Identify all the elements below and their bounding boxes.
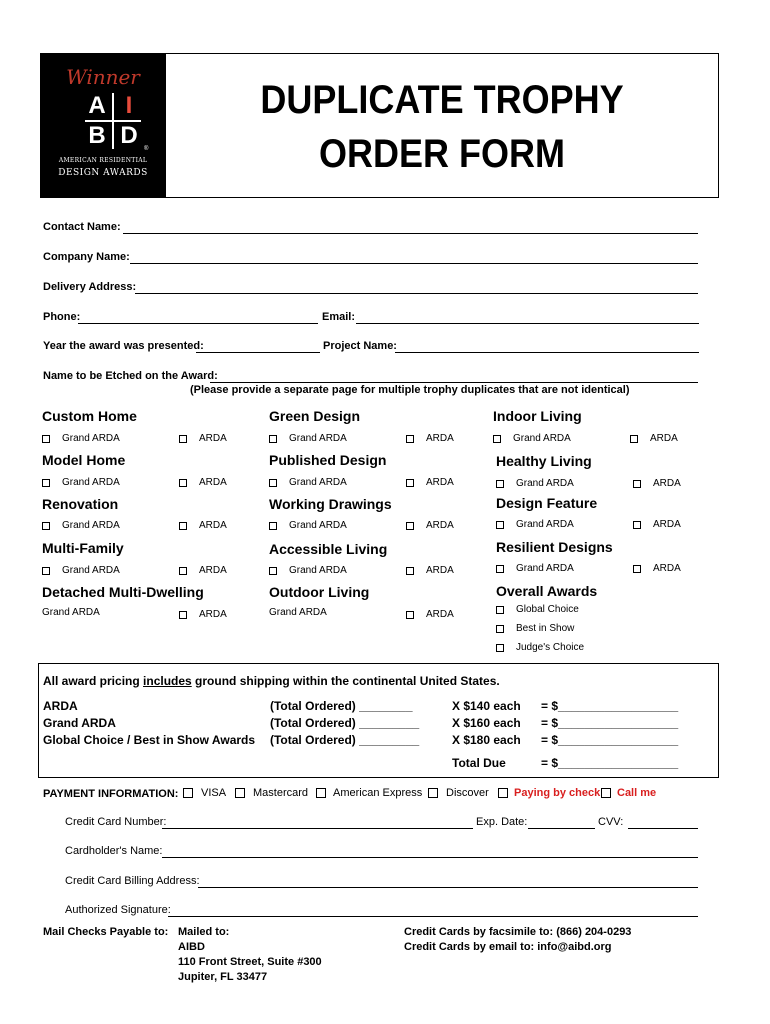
option-label: Grand ARDA bbox=[289, 433, 347, 444]
option-published-design-grand-arda[interactable] bbox=[269, 477, 347, 488]
logo-letter-i: I bbox=[125, 92, 133, 119]
checkbox[interactable] bbox=[316, 788, 326, 798]
checkbox[interactable] bbox=[406, 435, 414, 443]
payment-option-label: Paying by check bbox=[514, 787, 601, 799]
option-label: ARDA bbox=[199, 477, 227, 488]
cardholder-field[interactable] bbox=[162, 857, 698, 858]
checkbox[interactable] bbox=[42, 567, 50, 575]
option-label: Grand ARDA bbox=[289, 565, 347, 576]
category-indoor-living: Indoor Living bbox=[493, 408, 582, 424]
option-label: ARDA bbox=[426, 477, 454, 488]
price-row-arda-subtotal[interactable]: = $__________________ bbox=[541, 699, 679, 713]
checkbox[interactable] bbox=[428, 788, 438, 798]
email-label: Email: bbox=[322, 311, 356, 323]
option-detached-arda[interactable] bbox=[179, 609, 227, 620]
price-row-grand-arda-ordered[interactable]: (Total Ordered) _________ bbox=[270, 716, 420, 730]
option-label: Best in Show bbox=[516, 623, 575, 634]
checkbox[interactable] bbox=[496, 565, 504, 573]
option-label: ARDA bbox=[426, 609, 454, 620]
option-label: ARDA bbox=[653, 519, 681, 530]
option-custom-home-grand-arda[interactable] bbox=[42, 433, 120, 444]
category-model-home: Model Home bbox=[42, 452, 126, 468]
mail-checks-label: Mail Checks Payable to: bbox=[43, 926, 169, 938]
option-label: Global Choice bbox=[516, 604, 579, 615]
etched-name-field[interactable] bbox=[210, 382, 698, 383]
option-label: Grand ARDA bbox=[516, 563, 574, 574]
checkbox[interactable] bbox=[42, 522, 50, 530]
option-outdoor-living-grand-arda-label bbox=[269, 607, 327, 618]
shipping-note bbox=[43, 674, 500, 688]
checkbox[interactable] bbox=[179, 522, 187, 530]
payment-option-label: VISA bbox=[201, 787, 227, 799]
checkbox[interactable] bbox=[406, 567, 414, 575]
mail-street: 110 Front Street, Suite #300 bbox=[178, 956, 322, 968]
category-published-design: Published Design bbox=[269, 452, 387, 468]
payment-option-call-me[interactable] bbox=[601, 787, 656, 799]
category-resilient-designs: Resilient Designs bbox=[496, 539, 613, 555]
price-row-global-name: Global Choice / Best in Show Awards bbox=[43, 733, 256, 747]
option-outdoor-living-arda[interactable] bbox=[406, 609, 454, 620]
payment-option-discover[interactable] bbox=[428, 787, 489, 799]
option-resilient-designs-grand-arda[interactable] bbox=[496, 563, 574, 574]
checkbox[interactable] bbox=[42, 479, 50, 487]
billing-address-field[interactable] bbox=[198, 887, 698, 888]
cardholder-label: Cardholder's Name: bbox=[65, 845, 163, 857]
checkbox[interactable] bbox=[496, 480, 504, 488]
payment-option-amex[interactable] bbox=[316, 787, 422, 799]
option-green-design-grand-arda[interactable] bbox=[269, 433, 347, 444]
etched-name-label: Name to be Etched on the Award: bbox=[43, 370, 218, 382]
option-design-feature-arda[interactable] bbox=[633, 519, 681, 530]
logo-letter-d: D bbox=[120, 122, 138, 149]
checkbox[interactable] bbox=[601, 788, 611, 798]
category-overall-awards: Overall Awards bbox=[496, 583, 598, 599]
option-label: ARDA bbox=[199, 520, 227, 531]
checkbox[interactable] bbox=[498, 788, 508, 798]
company-name-label: Company Name: bbox=[43, 251, 130, 263]
year-presented-field[interactable] bbox=[196, 352, 320, 353]
option-label: Grand ARDA bbox=[62, 520, 120, 531]
checkbox[interactable] bbox=[179, 479, 187, 487]
option-multi-family-grand-arda[interactable] bbox=[42, 565, 120, 576]
exp-date-label: Exp. Date: bbox=[476, 816, 528, 828]
option-best-in-show[interactable] bbox=[496, 623, 574, 634]
category-healthy-living: Healthy Living bbox=[496, 453, 592, 469]
option-label: Grand ARDA bbox=[42, 607, 100, 618]
checkbox[interactable] bbox=[633, 565, 641, 573]
checkbox[interactable] bbox=[179, 611, 187, 619]
checkbox[interactable] bbox=[406, 611, 414, 619]
shipping-note-includes: includes bbox=[143, 674, 192, 688]
phone-field[interactable] bbox=[78, 323, 318, 324]
category-renovation: Renovation bbox=[42, 496, 119, 512]
option-multi-family-arda[interactable] bbox=[179, 565, 227, 576]
price-row-global-ordered[interactable]: (Total Ordered) _________ bbox=[270, 733, 420, 747]
checkbox[interactable] bbox=[406, 479, 414, 487]
phone-label: Phone: bbox=[43, 311, 81, 323]
option-label: Grand ARDA bbox=[516, 519, 574, 530]
category-green-design: Green Design bbox=[269, 408, 361, 424]
payment-info-label: PAYMENT INFORMATION: bbox=[43, 788, 179, 800]
checkbox[interactable] bbox=[496, 625, 504, 633]
delivery-address-label: Delivery Address: bbox=[43, 281, 137, 293]
billing-address-label: Credit Card Billing Address: bbox=[65, 875, 200, 887]
year-presented-label: Year the award was presented: bbox=[43, 340, 204, 352]
option-label: Grand ARDA bbox=[289, 477, 347, 488]
option-label: ARDA bbox=[653, 563, 681, 574]
checkbox[interactable] bbox=[269, 479, 277, 487]
price-row-arda-ordered[interactable]: (Total Ordered) ________ bbox=[270, 699, 413, 713]
option-working-drawings-grand-arda[interactable] bbox=[269, 520, 347, 531]
price-row-arda-name: ARDA bbox=[43, 699, 78, 713]
checkbox[interactable] bbox=[179, 435, 187, 443]
option-indoor-living-arda[interactable] bbox=[630, 433, 678, 444]
price-row-grand-arda-name: Grand ARDA bbox=[43, 716, 116, 730]
project-name-label: Project Name: bbox=[323, 340, 397, 352]
checkbox[interactable] bbox=[269, 567, 277, 575]
option-detached-grand-arda-label bbox=[42, 607, 100, 618]
price-row-arda-price: X $140 each bbox=[452, 699, 521, 713]
checkbox[interactable] bbox=[496, 644, 504, 652]
logo-subtitle-2: DESIGN AWARDS bbox=[58, 168, 148, 178]
payment-option-label: American Express bbox=[333, 787, 423, 799]
option-label: ARDA bbox=[199, 609, 227, 620]
category-working-drawings: Working Drawings bbox=[269, 496, 392, 512]
signature-field[interactable] bbox=[168, 916, 698, 917]
option-green-design-arda[interactable] bbox=[406, 433, 454, 444]
logo-letter-a: A bbox=[88, 92, 106, 119]
mail-org: AIBD bbox=[178, 941, 205, 953]
cvv-field[interactable] bbox=[628, 828, 698, 829]
delivery-address-field[interactable] bbox=[135, 293, 698, 294]
logo-divider-horizontal bbox=[85, 120, 141, 122]
checkbox[interactable] bbox=[269, 435, 277, 443]
signature-label: Authorized Signature: bbox=[65, 904, 171, 916]
logo-letters bbox=[85, 93, 141, 149]
option-label: Grand ARDA bbox=[289, 520, 347, 531]
total-due-label: Total Due bbox=[452, 756, 506, 770]
logo-registered-mark: ® bbox=[144, 146, 149, 152]
fax-info: Credit Cards by facsimile to: (866) 204-0293 bbox=[404, 926, 632, 938]
price-row-grand-arda-subtotal[interactable]: = $__________________ bbox=[541, 716, 679, 730]
option-label: Grand ARDA bbox=[516, 478, 574, 489]
option-renovation-grand-arda[interactable] bbox=[42, 520, 120, 531]
category-accessible-living: Accessible Living bbox=[269, 541, 388, 557]
card-number-field[interactable] bbox=[162, 828, 473, 829]
payment-option-label: Call me bbox=[617, 787, 657, 799]
mail-city: Jupiter, FL 33477 bbox=[178, 971, 268, 983]
option-label: ARDA bbox=[199, 565, 227, 576]
option-accessible-living-arda[interactable] bbox=[406, 565, 454, 576]
contact-name-field[interactable] bbox=[123, 233, 698, 234]
option-working-drawings-arda[interactable] bbox=[406, 520, 454, 531]
payment-option-label: Mastercard bbox=[253, 787, 309, 799]
price-row-global-price: X $180 each bbox=[452, 733, 521, 747]
category-custom-home: Custom Home bbox=[42, 408, 137, 424]
payment-option-label: Discover bbox=[446, 787, 489, 799]
category-detached-multi-dwelling: Detached Multi-Dwelling bbox=[42, 584, 204, 600]
aibd-logo bbox=[40, 53, 166, 198]
checkbox[interactable] bbox=[179, 567, 187, 575]
price-row-grand-arda-price: X $160 each bbox=[452, 716, 521, 730]
payment-option-check[interactable] bbox=[498, 787, 600, 799]
option-label: Grand ARDA bbox=[269, 607, 327, 618]
category-outdoor-living: Outdoor Living bbox=[269, 584, 370, 600]
logo-subtitle-1: AMERICAN RESIDENTIAL bbox=[58, 157, 148, 164]
cvv-label: CVV: bbox=[598, 816, 624, 828]
shipping-note-post: ground shipping within the continental United States. bbox=[191, 674, 500, 688]
checkbox[interactable] bbox=[235, 788, 245, 798]
checkbox[interactable] bbox=[493, 435, 501, 443]
duplicates-note: (Please provide a separate page for multiple trophy duplicates that are not identical) bbox=[190, 384, 630, 396]
checkbox[interactable] bbox=[630, 435, 638, 443]
mailed-to-label: Mailed to: bbox=[178, 926, 230, 938]
page-title-line-1: DUPLICATE TROPHY bbox=[260, 78, 624, 122]
option-label: ARDA bbox=[426, 520, 454, 531]
option-indoor-living-grand-arda[interactable] bbox=[493, 433, 571, 444]
option-accessible-living-grand-arda[interactable] bbox=[269, 565, 347, 576]
option-resilient-designs-arda[interactable] bbox=[633, 563, 681, 574]
card-number-label: Credit Card Number: bbox=[65, 816, 167, 828]
shipping-note-pre: All award pricing bbox=[43, 674, 144, 688]
option-custom-home-arda[interactable] bbox=[179, 433, 227, 444]
option-judges-choice[interactable] bbox=[496, 642, 584, 653]
page-title-line-2: ORDER FORM bbox=[318, 132, 565, 176]
email-field[interactable] bbox=[356, 323, 699, 324]
email-info: Credit Cards by email to: info@aibd.org bbox=[404, 941, 612, 953]
price-row-global-subtotal[interactable]: = $__________________ bbox=[541, 733, 679, 747]
option-label: Grand ARDA bbox=[62, 565, 120, 576]
option-healthy-living-arda[interactable] bbox=[633, 478, 681, 489]
option-model-home-arda[interactable] bbox=[179, 477, 227, 488]
option-label: ARDA bbox=[653, 478, 681, 489]
exp-date-field[interactable] bbox=[528, 828, 595, 829]
option-label: ARDA bbox=[426, 433, 454, 444]
option-published-design-arda[interactable] bbox=[406, 477, 454, 488]
contact-name-label: Contact Name: bbox=[43, 221, 121, 233]
option-label: ARDA bbox=[650, 433, 678, 444]
option-label: Grand ARDA bbox=[62, 433, 120, 444]
option-global-choice[interactable] bbox=[496, 604, 579, 615]
checkbox[interactable] bbox=[633, 480, 641, 488]
option-healthy-living-grand-arda[interactable] bbox=[496, 478, 574, 489]
checkbox[interactable] bbox=[183, 788, 193, 798]
category-design-feature: Design Feature bbox=[496, 495, 598, 511]
checkbox[interactable] bbox=[496, 606, 504, 614]
option-label: ARDA bbox=[426, 565, 454, 576]
payment-option-mastercard[interactable] bbox=[235, 787, 308, 799]
option-label: Grand ARDA bbox=[62, 477, 120, 488]
total-due-field[interactable]: = $__________________ bbox=[541, 756, 679, 770]
option-label: Judge's Choice bbox=[516, 642, 585, 653]
category-multi-family: Multi-Family bbox=[42, 540, 124, 556]
logo-letter-b: B bbox=[88, 122, 106, 149]
checkbox[interactable] bbox=[496, 521, 504, 529]
logo-winner-text: Winner bbox=[66, 65, 140, 89]
title-box bbox=[166, 53, 719, 198]
option-label: ARDA bbox=[199, 433, 227, 444]
checkbox[interactable] bbox=[633, 521, 641, 529]
option-model-home-grand-arda[interactable] bbox=[42, 477, 120, 488]
project-name-field[interactable] bbox=[395, 352, 699, 353]
option-design-feature-grand-arda[interactable] bbox=[496, 519, 574, 530]
checkbox[interactable] bbox=[42, 435, 50, 443]
option-renovation-arda[interactable] bbox=[179, 520, 227, 531]
option-label: Grand ARDA bbox=[513, 433, 571, 444]
checkbox[interactable] bbox=[406, 522, 414, 530]
checkbox[interactable] bbox=[269, 522, 277, 530]
company-name-field[interactable] bbox=[130, 263, 698, 264]
payment-option-visa[interactable] bbox=[183, 787, 226, 799]
